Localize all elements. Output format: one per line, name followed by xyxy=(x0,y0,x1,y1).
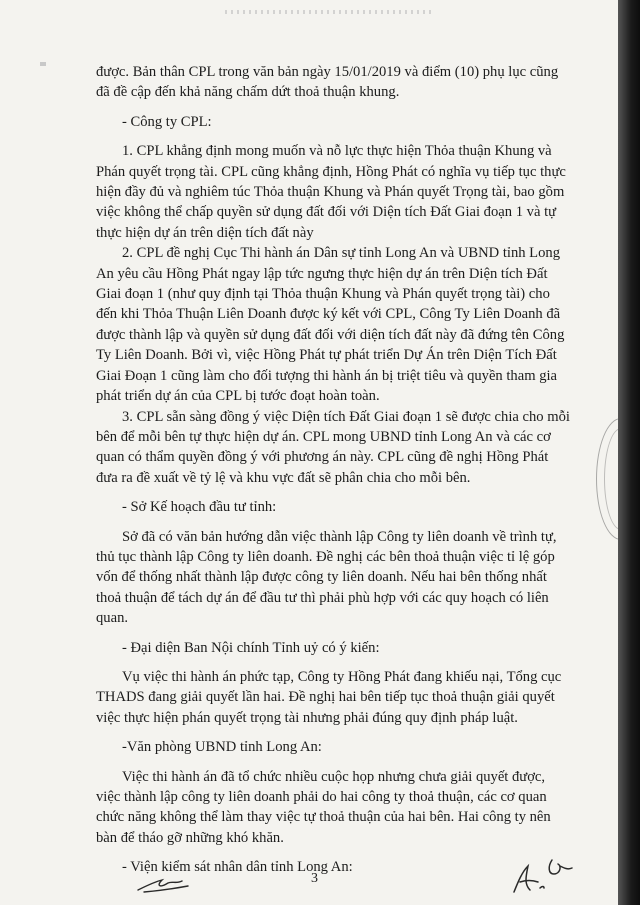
paragraph-line: Giai Đoạn 1 cũng làm cho đối tượng thi hành án bị triệt tiêu và quyền tham gia xyxy=(96,367,558,384)
paragraph-line: Ty Liên Doanh. Bởi vì, việc Hồng Phát tự phát triển Dự Án trên Diện Tích Đất xyxy=(96,347,557,364)
paragraph-line: đã đề cập đến khả năng chấm dứt thoả thuận khung. xyxy=(96,84,400,101)
handwritten-signature-right xyxy=(508,852,578,903)
paragraph-line: đến khi Thỏa Thuận Liên Doanh được ký kết với CPL, Công Ty Liên Doanh đã xyxy=(96,306,561,323)
paragraph-line: chức năng không thể làm thay việc tự thoả thuận của hai bên. Hai công ty nên xyxy=(96,809,551,826)
section-heading: - Công ty CPL: xyxy=(122,113,212,130)
paragraph-line: Giai đoạn 1 (như quy định tại Thỏa thuận Khung và Phán quyết trọng tài) cho xyxy=(96,286,550,303)
section-heading: - Đại diện Ban Nội chính Tỉnh uỷ có ý kiến: xyxy=(122,639,380,656)
paragraph-line: quan có thẩm quyền đồng ý với phương án này. CPL cũng đề nghị Hồng Phát xyxy=(96,449,549,466)
paragraph-line: việc thành lập công ty liên doanh phải do hai công ty thoả thuận, các cơ quan xyxy=(96,789,547,805)
paragraph-line: Vụ việc thi hành án phức tạp, Công ty Hồng Phát đang khiếu nại, Tổng cục xyxy=(122,668,562,685)
paragraph-line: bên để mỗi bên tự thực hiện dự án. CPL mong UBND tỉnh Long An và các cơ xyxy=(96,428,551,445)
paragraph-line: phát triển dự án của CPL bị tước đoạt hoàn toàn. xyxy=(96,388,380,405)
paragraph-line: hiện đầy đủ và nghiêm túc Thỏa thuận Khung và Phán quyết Trọng tài, bao gồm xyxy=(96,184,565,201)
section-heading: - Sở Kế hoạch đầu tư tỉnh: xyxy=(122,499,277,516)
handwritten-initial-left xyxy=(136,872,196,901)
paragraph-line: thực hiện dự án trên diện tích đất này xyxy=(96,224,314,241)
paragraph-line: được thành lập và quyền sử dụng đất đối với diện tích đất này đã đứng tên Công xyxy=(96,326,565,343)
scan-artifact xyxy=(40,62,46,66)
paragraph-line: An yêu cầu Hồng Phát ngay lập tức ngưng thực hiện dự án trên Diện tích Đất xyxy=(96,265,548,282)
page-number: 3 xyxy=(311,871,318,886)
section-heading: -Văn phòng UBND tỉnh Long An: xyxy=(122,739,322,756)
paragraph-line: bàn để tháo gỡ những khó khăn. xyxy=(96,829,284,846)
paragraph-line: được. Bản thân CPL trong văn bản ngày 15/01/2019 và điểm (10) phụ lục cũng xyxy=(96,64,559,80)
paragraph-line: đưa ra đề xuất về tỷ lệ và khu vực đất sẽ phân chia cho mỗi bên. xyxy=(96,469,471,486)
paragraph-line: Phán quyết trọng tài. CPL cũng khẳng định, Hồng Phát có nghĩa vụ tiếp tục thực xyxy=(96,163,566,180)
paragraph-line: Việc thi hành án đã tổ chức nhiều cuộc họp nhưng chưa giải quyết được, xyxy=(122,768,546,785)
paragraph-line: thoả thuận để tách dự án để đầu tư thì phải phù hợp với các quy hoạch có liên xyxy=(96,589,549,606)
paragraph-line: thủ tục thành lập Công ty liên doanh. Đề nghị các bên thoả thuận việc tỉ lệ góp xyxy=(96,548,555,565)
paragraph-line: 3. CPL sẵn sàng đồng ý việc Diện tích Đất Giai đoạn 1 sẽ được chia cho mỗi xyxy=(122,408,570,425)
paragraph-line: việc thực hiện phán quyết trọng tài nhưng phải đúng quy định pháp luật. xyxy=(96,709,518,726)
paragraph-line: việc không thể chấp quyền sử dụng đất đối với Diện tích Đất Giai đoạn 1 và tự xyxy=(96,204,557,221)
paragraph-line: 1. CPL khẳng định mong muốn và nỗ lực thực hiện Thỏa thuận Khung và xyxy=(122,143,552,160)
scan-shadow-edge xyxy=(618,0,640,905)
paragraph-line: 2. CPL đề nghị Cục Thi hành án Dân sự tỉnh Long An và UBND tỉnh Long xyxy=(122,245,560,262)
paragraph-line: THADS đang giải quyết lần hai. Đề nghị hai bên tiếp tục thoả thuận giải quyết xyxy=(96,689,555,706)
paragraph-line: quan. xyxy=(96,610,129,627)
document-body xyxy=(96,62,612,878)
paragraph-line: Sở đã có văn bản hướng dẫn việc thành lập Công ty liên doanh về trình tự, xyxy=(122,528,557,545)
section-heading: - Viện kiểm sát nhân dân tỉnh Long An: xyxy=(122,859,353,876)
scan-artifact xyxy=(225,10,435,14)
paragraph-line: vốn để thống nhất thành lập được công ty liên doanh. Nếu hai bên thống nhất xyxy=(96,569,547,586)
